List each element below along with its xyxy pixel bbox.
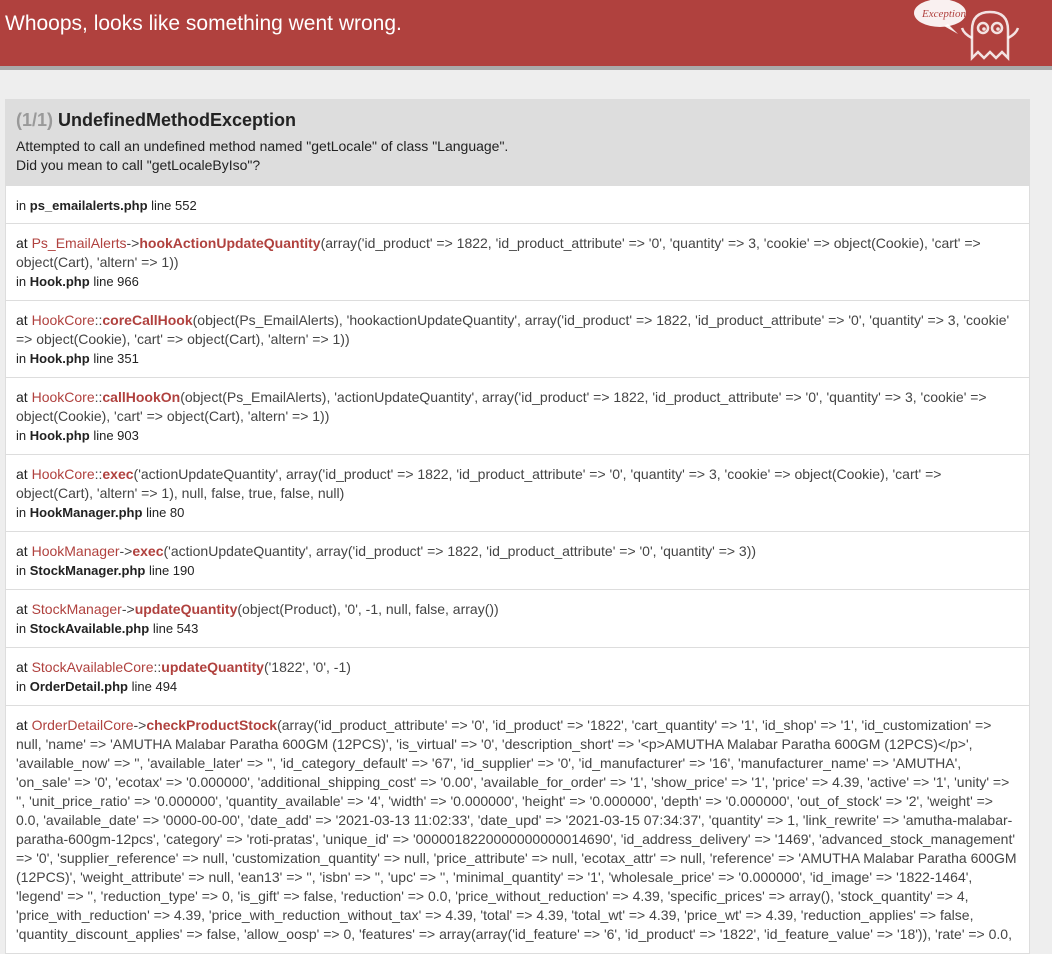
trace-frame [6, 186, 1029, 223]
trace-frame [6, 300, 1029, 377]
frame-location [16, 677, 1019, 696]
frame-separator: -> [126, 235, 140, 251]
exception-count: (1/1) [16, 110, 54, 130]
exception-title [16, 109, 1019, 131]
frame-call [16, 388, 1019, 426]
frame-call [16, 716, 1019, 944]
frame-call [16, 465, 1019, 503]
frame-location [16, 619, 1019, 638]
frame-method: coreCallHook [102, 312, 193, 328]
frame-file: StockAvailable.php [29, 621, 150, 636]
frame-at: at [16, 659, 28, 675]
frame-location [16, 349, 1019, 368]
frame-separator: -> [133, 717, 147, 733]
frame-class: HookCore [31, 312, 95, 328]
frame-call [16, 600, 1019, 619]
frame-line: line 543 [152, 621, 199, 636]
frame-line: line 494 [131, 679, 178, 694]
trace-frame [6, 531, 1029, 589]
frame-in: in [16, 679, 27, 694]
exception-message [16, 137, 1019, 175]
trace-frame [6, 454, 1029, 531]
frame-in: in [16, 274, 27, 289]
frame-call [16, 658, 1019, 677]
page-title: Whoops, looks like something went wrong. [5, 12, 402, 35]
frame-class: HookCore [31, 389, 95, 405]
frame-separator: :: [153, 659, 162, 675]
frame-separator: :: [94, 389, 103, 405]
frame-at: at [16, 466, 28, 482]
frame-at: at [16, 312, 28, 328]
frame-location [16, 561, 1019, 580]
frame-file: OrderDetail.php [29, 679, 128, 694]
exception-message-line: Attempted to call an undefined method named "getLocale" of class "Language". [16, 138, 509, 154]
frame-at: at [16, 543, 28, 559]
frame-location [16, 503, 1019, 522]
frame-in: in [16, 621, 27, 636]
frame-separator: :: [94, 312, 103, 328]
frame-class: HookCore [31, 466, 95, 482]
frame-file: Hook.php [29, 274, 90, 289]
trace-frame [6, 223, 1029, 300]
trace-frame [6, 647, 1029, 705]
logo-text: Exception! [922, 8, 970, 20]
frame-class: StockAvailableCore [31, 659, 154, 675]
frame-class: OrderDetailCore [31, 717, 134, 733]
frame-args: (array('id_product_attribute' => '0', 'id_product' => '1822', 'cart_quantity' => '1', 'id_shop' => '1', 'id_customization' => null, 'name' => 'AMUTHA Malabar Paratha 600GM (12PCS)', 'is_virtual' => '0', 'description_short' => '<p>AMUTHA Malabar Paratha 600GM (12PCS)</p>', 'available_now' => '', 'available_later' => '', 'id_category_default' => '67', 'id_supplier' => '0', 'id_manufacturer' => '16', 'manufacturer_name' => 'AMUTHA', 'on_sale' => '0', 'ecotax' => '0.000000', 'additional_shipping_cost' => '0.00', 'available_for_order' => '1', 'show_price' => '1', 'price' => 4.39, 'active' => '1', 'unity' => '', 'unit_price_ratio' => '0.000000', 'quantity_available' => '4', 'width' => '0.000000', 'height' => '0.000000', 'depth' => '0.000000', 'out_of_stock' => '2', 'weight' => 0.0, 'available_date' => '0000-00-00', 'date_add' => '2021-03-13 11:02:33', 'date_upd' => '2021-03-15 07:34:37', 'quantity' => 1, 'link_rewrite' => 'amutha-malabar-paratha-600gm-12pcs', 'category' => 'roti-pratas', 'unique_id' => '0000018220000000000014690', 'id_address_delivery' => '1469', 'advanced_stock_management' => '0', 'supplier_reference' => null, 'customization_quantity' => null, 'price_attribute' => null, 'ecotax_attr' => null, 'reference' => 'AMUTHA Malabar Paratha 600GM (12PCS)', 'weight_attribute' => null, 'ean13' => '', 'isbn' => '', 'upc' => '', 'minimal_quantity' => '1', 'wholesale_price' => '0.000000', 'id_image' => '1822-1464', 'legend' => '', 'reduction_type' => 0, 'is_gift' => false, 'reduction' => 0.0, 'price_without_reduction' => 4.39, 'specific_prices' => array(), 'stock_quantity' => 4, 'price_with_reduction' => 4.39, 'price_with_reduction_without_tax' => 4.39, 'total' => 4.39, 'total_wt' => 4.39, 'price_wt' => 4.39, 'reduction_applies' => false, 'quantity_discount_applies' => false, 'allow_oosp' => 0, 'features' => array(array('id_feature' => '6', 'id_product' => '1822', 'id_feature_value' => '18')), 'rate' => 0.0, [16, 717, 1017, 942]
frame-location [16, 426, 1019, 445]
frame-line: line 903 [93, 428, 139, 443]
frame-call [16, 542, 1019, 561]
frame-call [16, 311, 1019, 349]
frame-at: at [16, 235, 28, 251]
frame-separator: -> [121, 601, 135, 617]
frame-args: ('actionUpdateQuantity', array('id_product' => 1822, 'id_product_attribute' => '0', 'quantity' => 3)) [163, 543, 757, 559]
frame-method: hookActionUpdateQuantity [139, 235, 321, 251]
frame-class: HookManager [31, 543, 120, 559]
exception-header [6, 100, 1029, 186]
frame-at: at [16, 389, 28, 405]
frame-in: in [16, 198, 27, 213]
ghost-logo-icon [914, 0, 1030, 65]
trace-frame [6, 377, 1029, 454]
frame-at: at [16, 717, 28, 733]
error-header [0, 0, 1052, 70]
frame-method: updateQuantity [134, 601, 238, 617]
frame-line: line 190 [148, 563, 195, 578]
frame-location [16, 272, 1019, 291]
frame-line: line 80 [146, 505, 185, 520]
exception-name: UndefinedMethodException [58, 110, 297, 130]
frame-line: line 966 [93, 274, 139, 289]
frame-args: ('actionUpdateQuantity', array('id_product' => 1822, 'id_product_attribute' => '0', 'quantity' => 3, 'cookie' => object(Cookie), 'cart' => object(Cart), 'altern' => 1), null, false, true, false, null) [16, 466, 942, 501]
trace-frame [6, 705, 1029, 953]
frame-args: (object(Product), '0', -1, null, false, array()) [237, 601, 499, 617]
frame-method: callHookOn [102, 389, 181, 405]
frame-file: Hook.php [29, 428, 90, 443]
frame-in: in [16, 505, 27, 520]
frame-separator: :: [94, 466, 103, 482]
frame-args: ('1822', '0', -1) [263, 659, 351, 675]
frame-in: in [16, 428, 27, 443]
trace-frame [6, 589, 1029, 647]
frame-method: exec [102, 466, 134, 482]
frame-args: (object(Ps_EmailAlerts), 'actionUpdateQuantity', array('id_product' => 1822, 'id_product_attribute' => '0', 'quantity' => 3, 'cookie' => object(Cookie), 'cart' => object(Cart), 'altern' => 1)) [16, 389, 987, 424]
frame-class: Ps_EmailAlerts [31, 235, 127, 251]
frame-call [16, 234, 1019, 272]
frame-file: HookManager.php [29, 505, 143, 520]
frame-file: ps_emailalerts.php [29, 198, 148, 213]
frame-in: in [16, 351, 27, 366]
stack-trace [6, 186, 1029, 953]
frame-method: updateQuantity [161, 659, 264, 675]
frame-file: StockManager.php [29, 563, 146, 578]
frame-at: at [16, 601, 28, 617]
exception-message-line: Did you mean to call "getLocaleByIso"? [16, 157, 261, 173]
exception-panel [5, 99, 1030, 954]
frame-in: in [16, 563, 27, 578]
frame-method: exec [132, 543, 164, 559]
frame-separator: -> [119, 543, 133, 559]
frame-args: (object(Ps_EmailAlerts), 'hookactionUpdateQuantity', array('id_product' => 1822, 'id_product_attribute' => '0', 'quantity' => 3, 'cookie' => object(Cookie), 'cart' => object(Cart), 'altern' => 1)) [16, 312, 1010, 347]
frame-line: line 351 [93, 351, 139, 366]
frame-method: checkProductStock [146, 717, 278, 733]
frame-file: Hook.php [29, 351, 90, 366]
frame-class: StockManager [31, 601, 122, 617]
frame-line: line 552 [151, 198, 197, 213]
frame-args: (array('id_product' => 1822, 'id_product_attribute' => '0', 'quantity' => 3, 'cookie' => object(Cookie), 'cart' => object(Cart), 'altern' => 1)) [16, 235, 981, 270]
frame-location [16, 196, 1019, 215]
